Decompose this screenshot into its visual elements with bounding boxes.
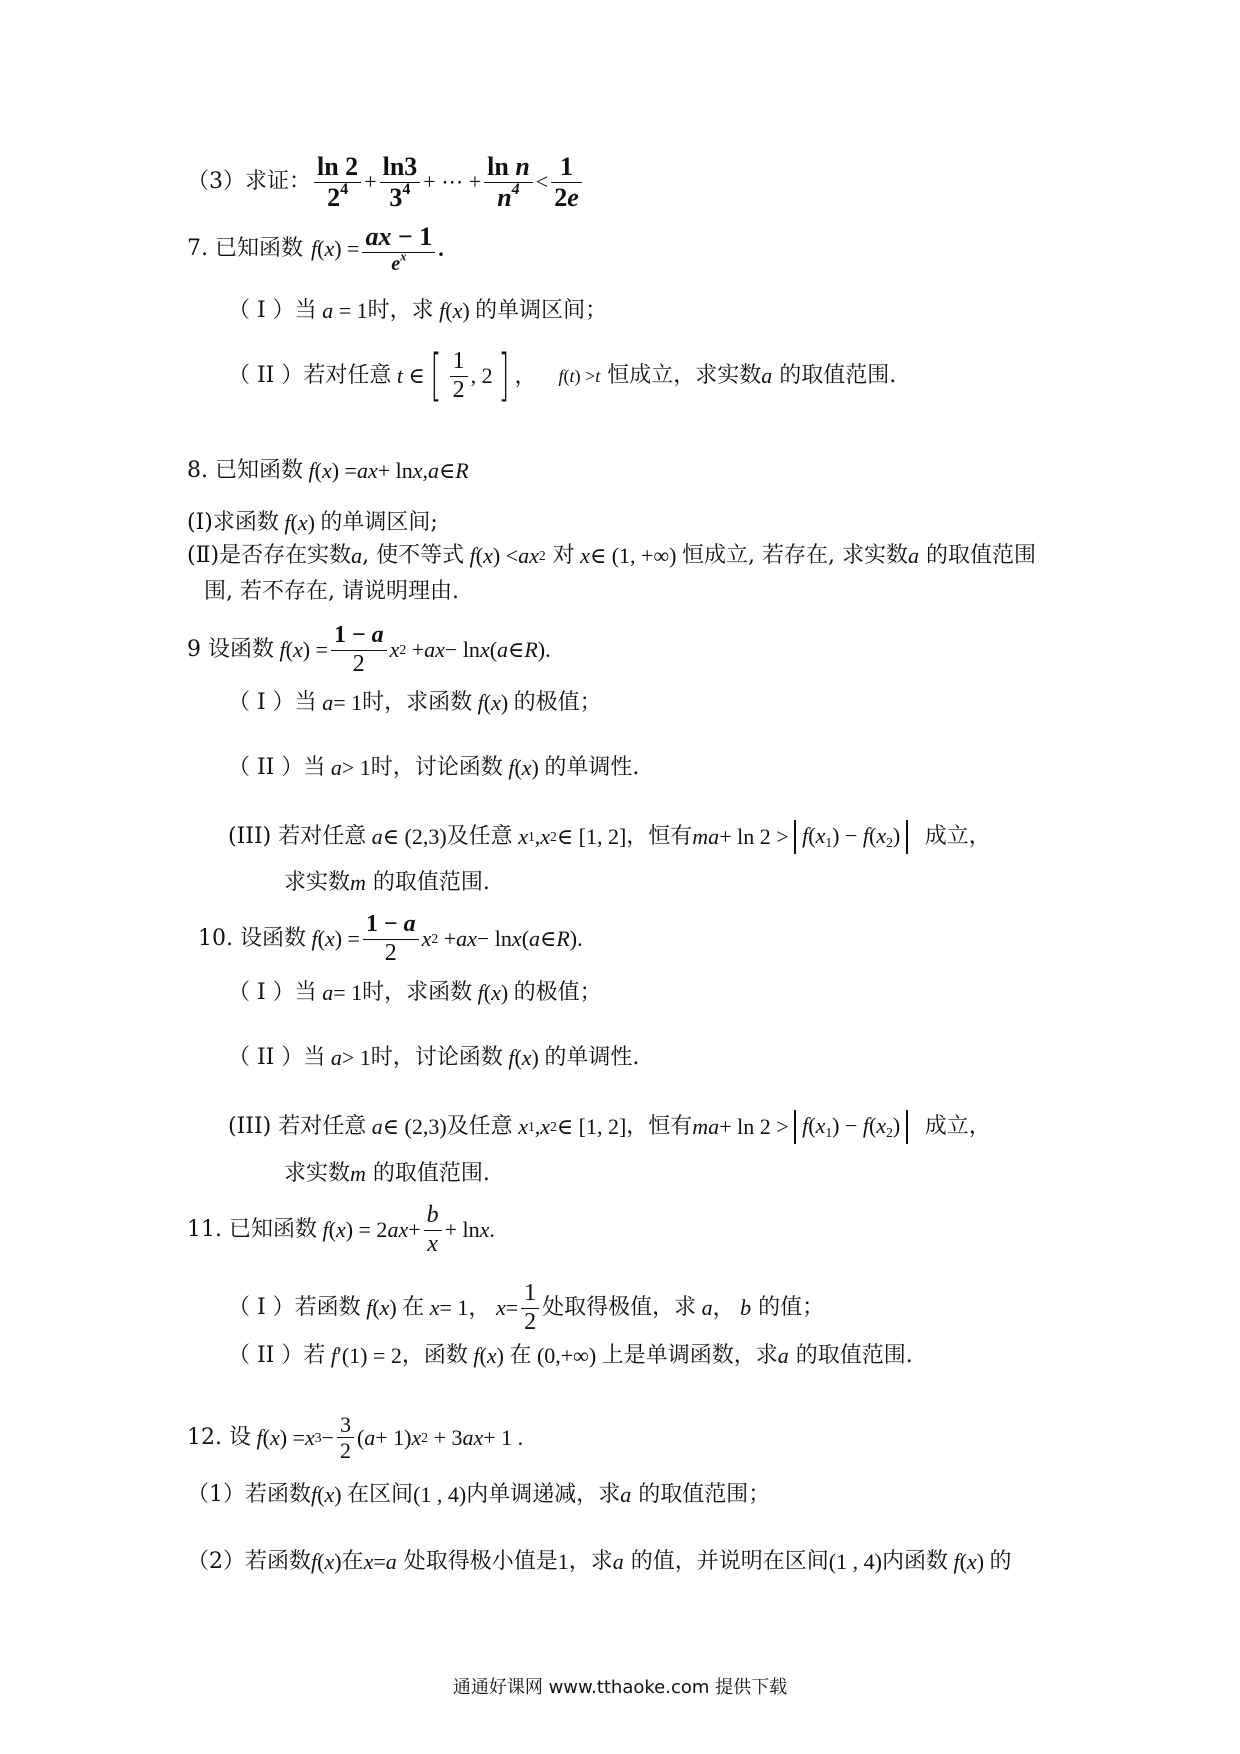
q10-part2-mid: 时，讨论函数: [370, 1045, 503, 1070]
q10-part2: （ II ）当 a > 1 时，讨论函数 f ( x ) 的单调性.: [228, 1045, 640, 1070]
q10-part3-cont-pre: 求实数: [284, 1161, 351, 1186]
q8-part2-cont: [204, 581, 459, 603]
fraction-lnn: $\frac{\text{ln n}}{n^4}$: [484, 152, 533, 213]
q10-part3-mid: 及任意: [446, 1113, 513, 1139]
q9-head: 9 设函数 f ( x ) = $\frac{1 - a}{2}$ x 2 + ax − ln x ( a ∈ R ).: [187, 622, 551, 677]
q8-head-text: 8. 已知函数: [187, 458, 303, 483]
q11-part2-mid: ，函数: [401, 1343, 468, 1368]
q10-part2-post: 的单调性.: [544, 1045, 640, 1070]
fraction-half: $\frac{1}{2}$: [521, 1280, 539, 1336]
q10-part3-post: 成立，: [924, 1113, 991, 1139]
q12-part2-mid5: 内函数: [881, 1549, 948, 1574]
abs-expression: $f(x_1) - f(x_2)$: [794, 820, 908, 854]
q9-part1: （ I ）当 a = 1 时，求函数 f ( x ) 的极值；: [228, 690, 602, 715]
q10-part2-pre: （ II ）当: [228, 1045, 326, 1070]
q9-part1-post: 的极值；: [513, 690, 602, 715]
q6-part3-label: （3）求证：: [187, 169, 311, 195]
q7-part1-mid: 时，求: [367, 298, 434, 323]
q9-part3-mid2: ，恒有: [626, 823, 693, 849]
q10-part3-cont-post: 的取值范围.: [372, 1161, 490, 1186]
fraction-b-x: $\frac{b}{x}$: [424, 1202, 442, 1258]
q10-part3: (III) 若对任意 a ∈ (2,3) 及任意 x 1 , x 2 ∈ [1, 2] ，恒有 ma + ln 2 > $f(x_1) - f(x_2)$ 成立，: [228, 1110, 991, 1144]
q12-part1-post: 的取值范围；: [638, 1482, 771, 1507]
q7-part1-pre: （ I ）当: [228, 298, 317, 323]
q12-part2-mid4: 的值，并说明在区间: [630, 1549, 829, 1574]
q10-part3-pre: (III) 若对任意: [228, 1113, 367, 1139]
q11-part2-mid2: 在: [509, 1343, 532, 1368]
q7-part2-pre: （ II ）若对任意: [228, 363, 392, 389]
q11-part1-mid2: 处取得极值，求: [542, 1295, 697, 1321]
q11-part2-pre: （ II ）若: [228, 1343, 326, 1368]
q7-part2-post: 的取值范围.: [779, 363, 897, 389]
q9-part3-pre: (III) 若对任意: [228, 823, 367, 849]
footer-text: 通通好课网 www.tthaoke.com 提供下载: [452, 1677, 788, 1698]
q9-part1-pre: （ I ）当: [228, 690, 317, 715]
fraction-ln3: $\frac{\ln 3}{3^4}$: [380, 152, 421, 213]
q9-head-text: 9 设函数: [187, 637, 274, 663]
q8-part1: (Ⅰ)求函数 f ( x ) 的单调区间;: [187, 510, 438, 535]
q9-part3-post: 成立，: [924, 823, 991, 849]
q8-part2-post: 的取值范围: [925, 543, 1036, 568]
q12-head: 12. 设 f ( x ) = x 3 − $\frac{3}{2}$ ( a + 1) x 2 + 3 ax + 1 .: [187, 1412, 524, 1464]
q11-part2: （ II ）若 f ′(1) = 2 ，函数 f ( x ) 在 (0,+∞) 上是单调函数，求 a 的取值范围.: [228, 1343, 913, 1368]
q9-part3: (III) 若对任意 a ∈ (2,3) 及任意 x 1 , x 2 ∈ [1, 2] ，恒有 ma + ln 2 > $f(x_1) - f(x_2)$ 成立，: [228, 820, 991, 854]
q11-head: 11. 已知函数 f ( x ) = 2 ax + $\frac{b}{x}$ + ln x .: [187, 1202, 495, 1257]
fraction-ln2: $\frac{\ln 2}{2^4}$: [314, 152, 361, 213]
q12-part1-mid2: 内单调递减，求: [466, 1482, 621, 1507]
q12-part1-pre: （1）若函数: [187, 1482, 311, 1507]
q8-part2-mid3: 恒成立, 若存在, 求实数: [681, 543, 908, 568]
q12-part2-mid2: 处取得极小值是: [403, 1549, 558, 1574]
interval-half-2: [ $\frac{1}{2}$ , 2 ]: [430, 343, 510, 409]
fraction-q10: $\frac{1 - a}{2}$: [363, 911, 419, 967]
q8-part2: (Ⅱ)是否存在实数 a , 使不等式 f ( x ) < ax 2 对 x ∈ (1, +∞) 恒成立, 若存在, 求实数 a 的取值范围: [187, 543, 1036, 568]
q9-part3-cont: 求实数 m 的取值范围.: [284, 870, 490, 895]
q11-head-text: 11. 已知函数: [187, 1217, 317, 1243]
q7-part1: （ I ）当 a = 1 时，求 f ( x ) 的单调区间；: [228, 298, 608, 323]
q11-part2-mid3: 上是单调函数，求: [601, 1343, 778, 1368]
q9-part3-cont-post: 的取值范围.: [372, 870, 490, 895]
q10-part1: （ I ）当 a = 1 时，求函数 f ( x ) 的极值；: [228, 980, 602, 1005]
q12-part1: （1）若函数 f ( x ) 在区间 (1 , 4) 内单调递减，求 a 的取值范围；: [187, 1482, 771, 1507]
q11-part1-pre: （ I ）若函数: [228, 1295, 361, 1321]
q11-part2-post: 的取值范围.: [795, 1343, 913, 1368]
q9-part2-post: 的单调性.: [544, 755, 640, 780]
q8-head: 8. 已知函数 f ( x ) = ax + ln x , a ∈ R: [187, 458, 469, 483]
q8-part1-post: 的单调区间;: [320, 510, 438, 535]
q12-part1-mid: 在区间: [347, 1482, 414, 1507]
fraction-1-2e: $\frac{1}{2e}$: [551, 152, 582, 213]
q9-part2: （ II ）当 a > 1 时，讨论函数 f ( x ) 的单调性.: [228, 755, 640, 780]
q12-part2-post: 的: [989, 1549, 1012, 1574]
q8-part2-pre: (Ⅱ)是否存在实数: [187, 543, 352, 568]
q6-part3: （3）求证： $\frac{\ln 2}{2^4}$ + $\frac{\ln 3}{3^4}$ + ⋯ + $\frac{\text{ln n}}{n^4}$ < $\frac{1}{2e}$: [187, 152, 585, 213]
q10-part1-post: 的极值；: [513, 980, 602, 1005]
q10-part1-pre: （ I ）当: [228, 980, 317, 1005]
q8-part2-mid2: 对: [552, 543, 575, 568]
q7-head: 7. 已知函数 f ( x ) = $\frac{ax - 1}{e^x}$ .: [187, 222, 444, 275]
q8-part2-cont-text: 围, 若不存在, 请说明理由.: [204, 579, 459, 604]
q9-part2-pre: （ II ）当: [228, 755, 326, 780]
q9-part3-mid: 及任意: [446, 823, 513, 849]
q7-part2-mid: 恒成立，求实数: [607, 363, 762, 389]
q9-part2-mid: 时，讨论函数: [370, 755, 503, 780]
q12-part2-mid: 在: [341, 1549, 364, 1574]
q12-part2-pre: （2）若函数: [187, 1549, 311, 1574]
q10-head: 10. 设函数 f ( x ) = $\frac{1 - a}{2}$ x 2 + ax − ln x ( a ∈ R ).: [198, 911, 583, 966]
q10-part3-cont: 求实数 m 的取值范围.: [284, 1161, 490, 1186]
fraction-3-2: $\frac{3}{2}$: [337, 1412, 354, 1464]
q12-head-text: 12. 设: [187, 1424, 251, 1450]
q11-part1-mid: 在: [402, 1295, 425, 1321]
q11-part1: （ I ）若函数 f ( x ) 在 x = 1， x = $\frac{1}{2}$ 处取得极值，求 a ， b 的值；: [228, 1280, 825, 1335]
q9-part1-mid: 时，求函数: [362, 690, 473, 715]
fraction-q9: $\frac{1 - a}{2}$: [331, 622, 387, 678]
q10-head-text: 10. 设函数: [198, 926, 306, 952]
abs-expression-q10: $f(x_1) - f(x_2)$: [794, 1110, 908, 1144]
q11-part1-post: 的值；: [758, 1295, 825, 1321]
q8-part2-mid1: , 使不等式: [362, 543, 465, 568]
q7-part2: （ II ）若对任意 t ∈ [ $\frac{1}{2}$ , 2 ] ， f ( t ) > t 恒成立，求实数 a 的取值范围.: [228, 343, 897, 409]
q8-part1-pre: (Ⅰ)求函数: [187, 510, 279, 535]
fraction-q7: $\frac{ax - 1}{e^x}$: [362, 222, 435, 276]
q10-part1-mid: 时，求函数: [362, 980, 473, 1005]
q12-part2-mid3: ，求: [568, 1549, 613, 1574]
q9-part3-cont-pre: 求实数: [284, 870, 351, 895]
q7-head-text: 7. 已知函数: [187, 235, 303, 261]
q7-part1-post: 的单调区间；: [475, 298, 608, 323]
q12-part2: （2）若函数 f ( x ) 在 x = a 处取得极小值是 1 ，求 a 的值，并说明在区间 (1 , 4) 内函数 f ( x ) 的: [187, 1549, 1012, 1574]
q10-part3-mid2: ，恒有: [626, 1113, 693, 1139]
